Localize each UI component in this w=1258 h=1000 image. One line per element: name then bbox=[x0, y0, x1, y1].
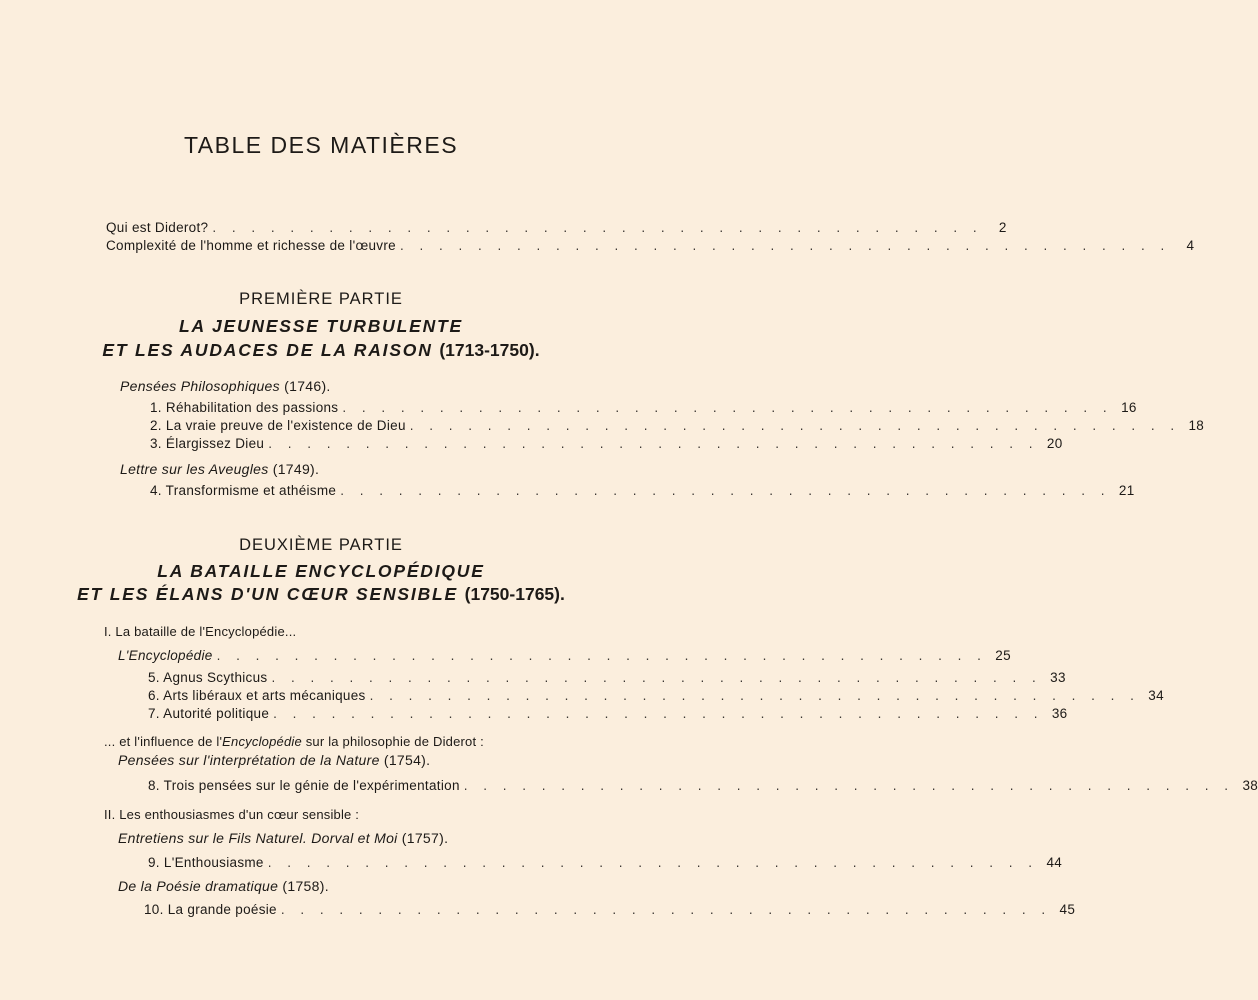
entry-label: 7. Autorité politique bbox=[148, 706, 270, 721]
work-year: (1757). bbox=[401, 830, 449, 846]
toc-entry bbox=[118, 648, 1011, 663]
entry-label: 4. Transformisme et athéisme bbox=[150, 483, 337, 498]
entry-page: 36 bbox=[1051, 706, 1068, 721]
toc-entry bbox=[148, 706, 1068, 721]
entry-label: 5. Agnus Scythicus bbox=[148, 670, 268, 685]
part-title-text: ET LES AUDACES DE LA RAISON bbox=[102, 340, 433, 360]
part-title-line2 bbox=[0, 340, 642, 361]
influence-prefix: ... et l'influence de l' bbox=[104, 734, 223, 749]
toc-entry bbox=[148, 670, 1066, 685]
entry-label: L'Encyclopédie bbox=[118, 648, 213, 663]
entry-page: 21 bbox=[1118, 483, 1135, 498]
work-title: Entretiens sur le Fils Naturel. Dorval et Moi bbox=[118, 830, 398, 846]
toc-entry bbox=[106, 220, 1007, 235]
part-dates: (1750-1765). bbox=[464, 584, 565, 604]
part-title-line2 bbox=[0, 584, 642, 605]
leader-dots: . . . . . . . . . . . . . . . . . . . . . . . . . . . . . . . . . . . . . . . . bbox=[267, 855, 1039, 870]
part-dates: (1713-1750). bbox=[439, 340, 540, 360]
influence-suffix: sur la philosophie de Diderot : bbox=[301, 734, 484, 749]
section-heading bbox=[104, 734, 484, 749]
part-title-line1: LA BATAILLE ENCYCLOPÉDIQUE bbox=[157, 561, 485, 581]
work-heading bbox=[118, 752, 430, 768]
entry-label: 2. La vraie preuve de l'existence de Dieu bbox=[150, 418, 406, 433]
leader-dots: . . . . . . . . . . . . . . . . . . . . . . . . . . . . . . . . . . . . . . . . bbox=[409, 418, 1181, 433]
entry-page: 34 bbox=[1148, 688, 1164, 703]
page-title: TABLE DES MATIÈRES bbox=[183, 132, 459, 158]
part-heading: PREMIÈRE PARTIE bbox=[239, 290, 403, 308]
work-heading bbox=[120, 378, 331, 394]
toc-entry bbox=[148, 778, 1258, 793]
leader-dots: . . . . . . . . . . . . . . . . . . . . . . . . . . . . . . . . . . . . . . . . bbox=[342, 400, 1113, 415]
work-year: (1749). bbox=[272, 461, 320, 477]
leader-dots: . . . . . . . . . . . . . . . . . . . . . . . . . . . . . . . . . . . . . . . . bbox=[271, 670, 1042, 685]
entry-page: 18 bbox=[1188, 418, 1205, 433]
work-year: (1754). bbox=[383, 752, 431, 768]
toc-entry bbox=[150, 400, 1137, 415]
work-title: De la Poésie dramatique bbox=[118, 878, 279, 894]
entry-page: 45 bbox=[1059, 902, 1076, 917]
work-title: Pensées sur l'interprétation de la Nature bbox=[118, 752, 380, 768]
entry-label: 10. La grande poésie bbox=[144, 902, 277, 917]
part-title-text: ET LES ÉLANS D'UN CŒUR SENSIBLE bbox=[77, 584, 458, 604]
leader-dots: . . . . . . . . . . . . . . . . . . . . . . . . . . . . . . . . . . . . . . . . bbox=[273, 706, 1044, 721]
entry-page: 44 bbox=[1046, 855, 1063, 870]
entry-page: 33 bbox=[1050, 670, 1066, 685]
part-heading: DEUXIÈME PARTIE bbox=[239, 536, 403, 554]
entry-label: Complexité de l'homme et richesse de l'œuvre bbox=[106, 238, 396, 253]
work-year: (1746). bbox=[284, 378, 331, 394]
leader-dots: . . . . . . . . . . . . . . . . . . . . . . . . . . . . . . . . . . . . . . . . bbox=[280, 902, 1052, 917]
influence-italic: Encyclopédie bbox=[222, 734, 302, 749]
entry-label: 1. Réhabilitation des passions bbox=[150, 400, 339, 415]
leader-dots: . . . . . . . . . . . . . . . . . . . . . . . . . . . . . . . . . . . . . . . . bbox=[369, 688, 1140, 703]
entry-label: 9. L'Enthousiasme bbox=[148, 855, 264, 870]
entry-page: 16 bbox=[1121, 400, 1137, 415]
toc-entry bbox=[148, 688, 1164, 703]
leader-dots: . . . . . . . . . . . . . . . . . . . . . . . . . . . . . . . . . . . . . . . . bbox=[399, 238, 1171, 253]
toc-entry bbox=[150, 418, 1205, 433]
part-title-line1: LA JEUNESSE TURBULENTE bbox=[179, 316, 463, 336]
section-heading: I. La bataille de l'Encyclopédie... bbox=[104, 624, 297, 639]
toc-entry bbox=[106, 238, 1195, 253]
work-year: (1758). bbox=[282, 878, 329, 894]
toc-entry bbox=[144, 902, 1076, 917]
entry-page: 4 bbox=[1186, 238, 1195, 253]
work-title: Lettre sur les Aveugles bbox=[120, 461, 269, 477]
entry-page: 25 bbox=[995, 648, 1011, 663]
leader-dots: . . . . . . . . . . . . . . . . . . . . . . . . . . . . . . . . . . . . . . . . bbox=[216, 648, 987, 663]
toc-entry bbox=[150, 483, 1135, 498]
toc-entry bbox=[150, 436, 1063, 451]
section-heading: II. Les enthousiasmes d'un cœur sensible : bbox=[104, 807, 360, 822]
leader-dots: . . . . . . . . . . . . . . . . . . . . . . . . . . . . . . . . . . . . . . . . bbox=[463, 778, 1235, 793]
toc-entry bbox=[148, 855, 1063, 870]
leader-dots: . . . . . . . . . . . . . . . . . . . . . . . . . . . . . . . . . . . . . . . . bbox=[212, 220, 983, 235]
leader-dots: . . . . . . . . . . . . . . . . . . . . . . . . . . . . . . . . . . . . . . . . bbox=[268, 436, 1039, 451]
work-heading bbox=[118, 878, 329, 894]
entry-label: Qui est Diderot? bbox=[106, 220, 209, 235]
entry-page: 2 bbox=[998, 220, 1007, 235]
work-heading bbox=[118, 830, 448, 846]
work-title: Pensées Philosophiques bbox=[120, 378, 280, 394]
entry-label: 3. Élargissez Dieu bbox=[150, 436, 265, 451]
entry-page: 38 bbox=[1242, 778, 1258, 793]
work-heading bbox=[120, 461, 319, 477]
entry-label: 8. Trois pensées sur le génie de l'expérimentation bbox=[148, 778, 460, 793]
leader-dots: . . . . . . . . . . . . . . . . . . . . . . . . . . . . . . . . . . . . . . . . bbox=[340, 483, 1111, 498]
entry-page: 20 bbox=[1046, 436, 1063, 451]
entry-label: 6. Arts libéraux et arts mécaniques bbox=[148, 688, 366, 703]
